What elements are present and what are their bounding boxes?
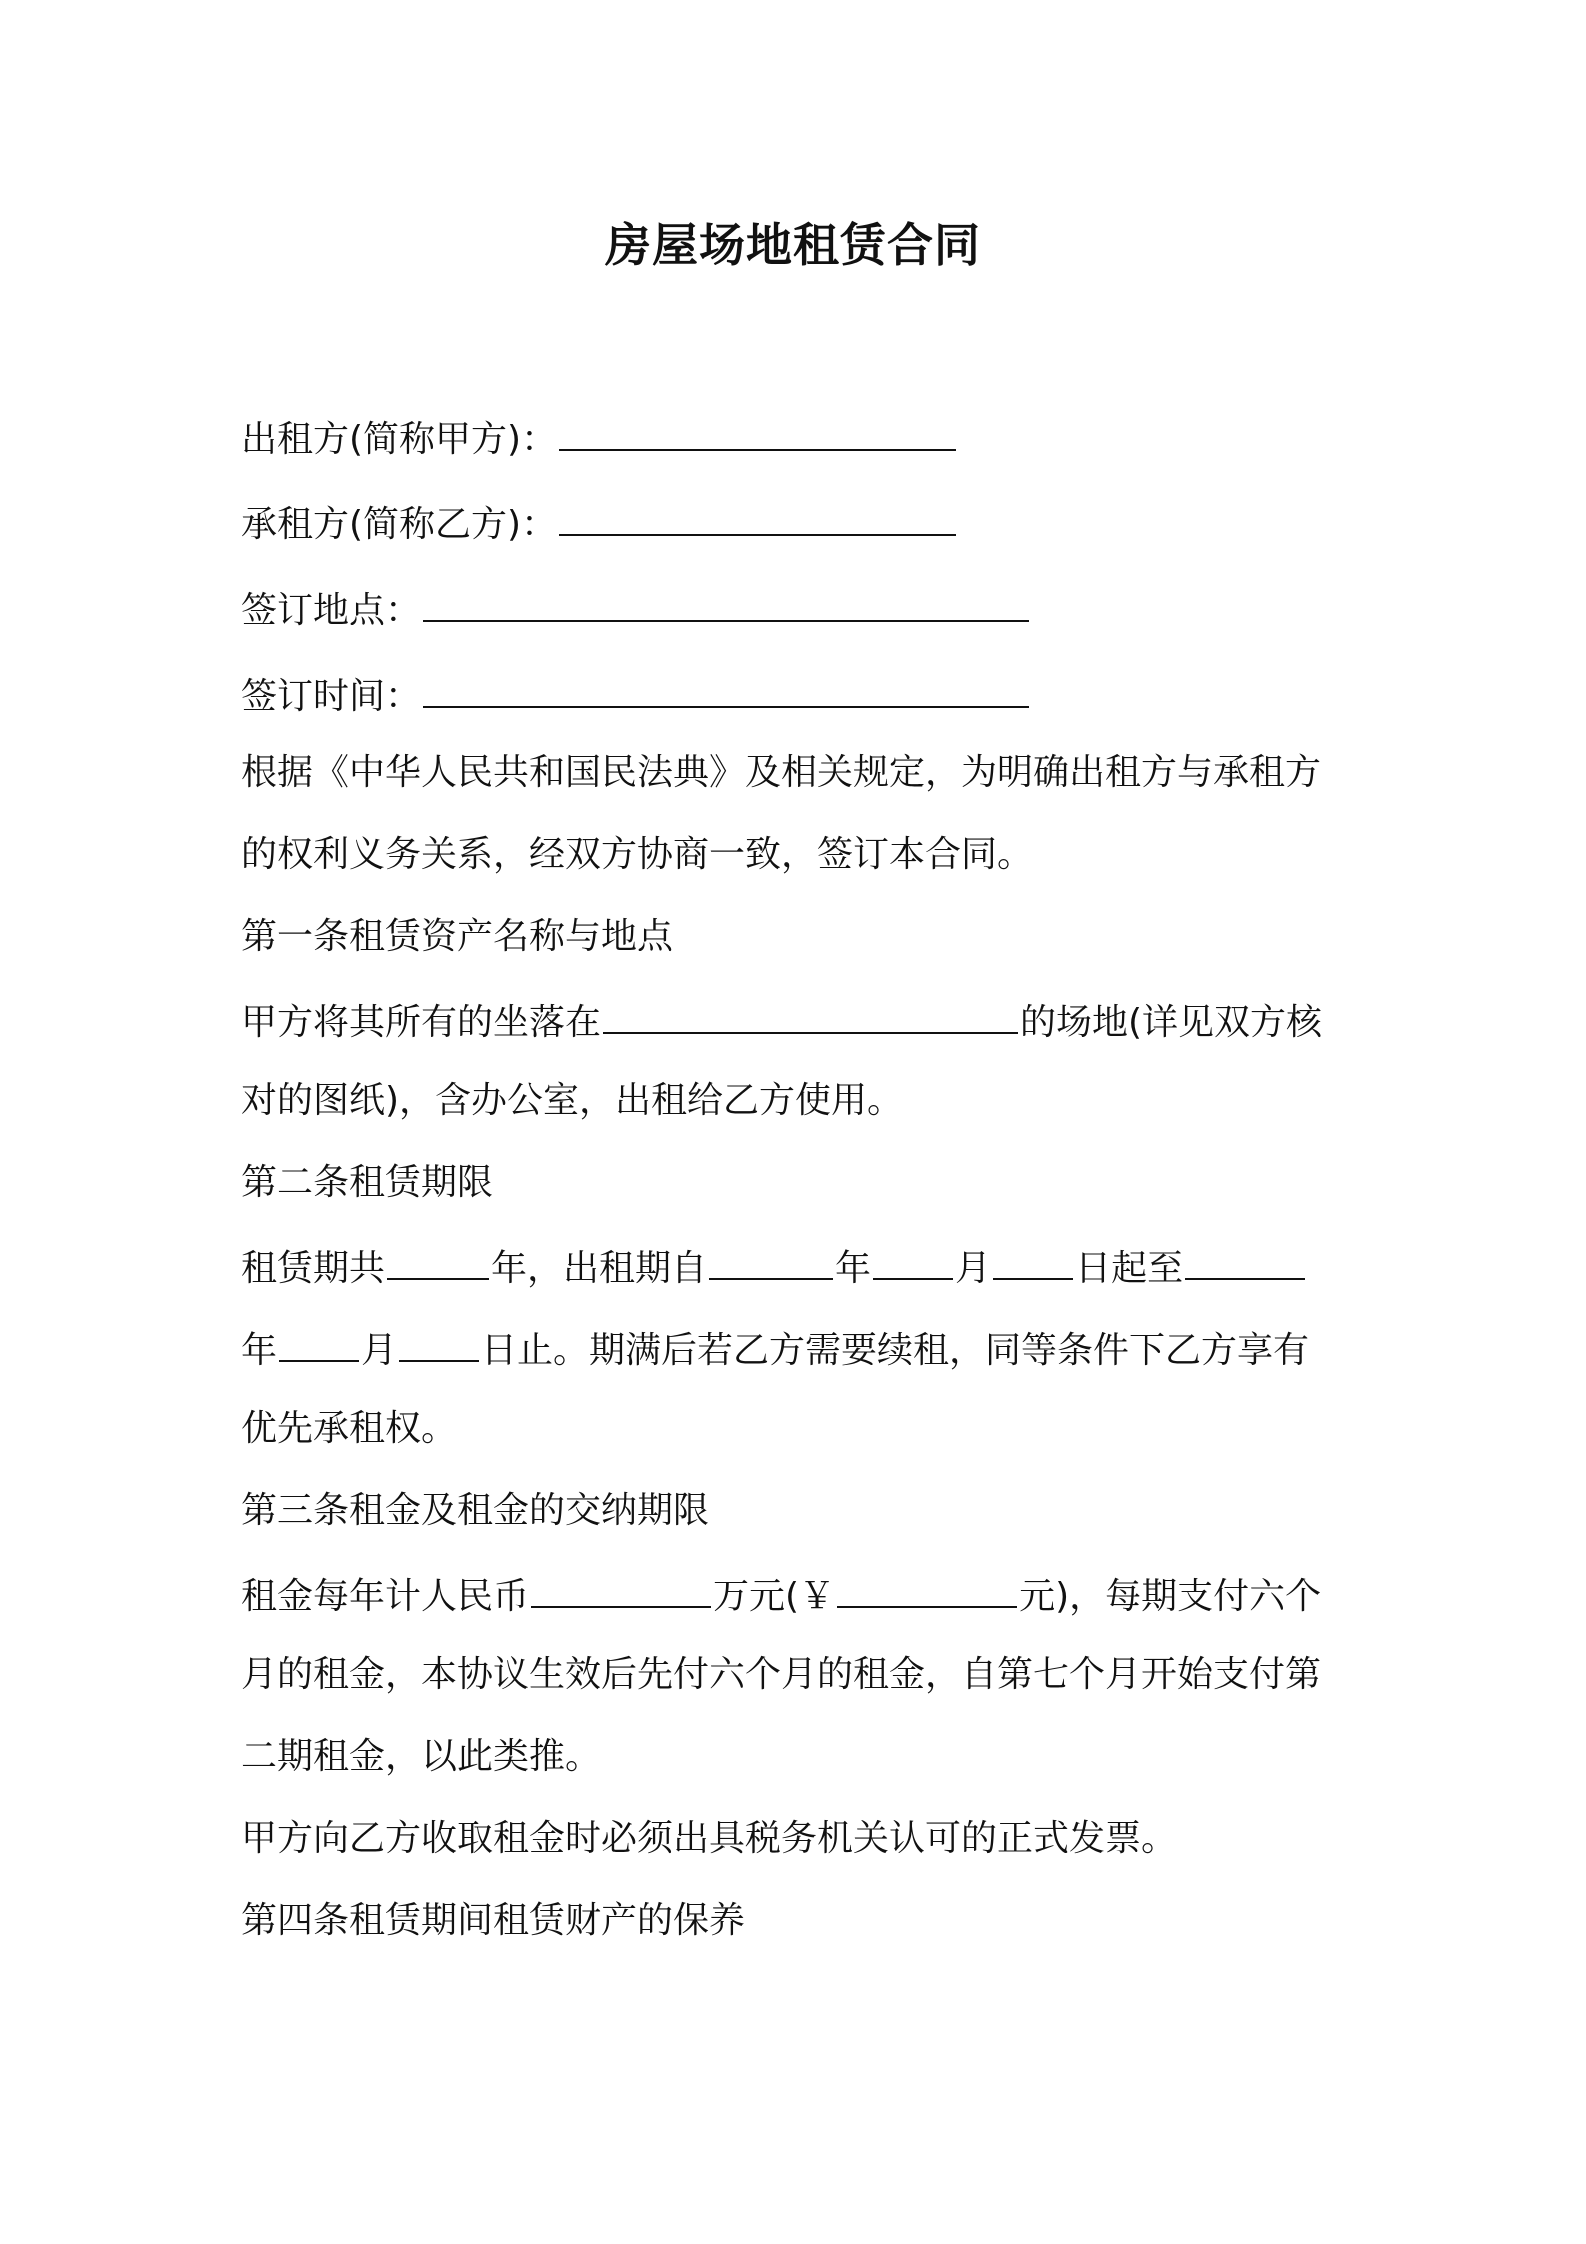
article1-line-2: 对的图纸)，含办公室，出租给乙方使用。: [241, 1080, 904, 1121]
article1-heading: 第一条租赁资产名称与地点: [241, 916, 674, 957]
article2-line-3: 优先承租权。: [241, 1408, 458, 1449]
article2-line-1: [241, 1240, 1361, 1294]
article3-line-3: 二期租金，以此类推。: [241, 1736, 602, 1777]
end-month-blank[interactable]: [279, 1322, 359, 1362]
rent-payment-text: 元)，每期支付六个: [1019, 1576, 1322, 1617]
rent-unit-label: 万元(￥: [713, 1576, 836, 1617]
end-day-text: 日止。期满后若乙方需要续租，同等条件下乙方享有: [481, 1330, 1310, 1371]
lessee-line: [241, 496, 1361, 550]
signing-time-blank[interactable]: [423, 668, 1029, 708]
end-year-blank[interactable]: [1185, 1240, 1305, 1280]
lessor-blank[interactable]: [559, 411, 956, 451]
end-month-unit: 月: [361, 1330, 398, 1371]
article1-line-1: [241, 994, 1361, 1048]
article3-line-1: [241, 1568, 1361, 1622]
document-title: 房屋场地租赁合同: [605, 218, 981, 272]
signing-place-label: 签订地点：: [241, 590, 422, 631]
article3-line-2: 月的租金，本协议生效后先付六个月的租金，自第七个月开始支付第: [241, 1654, 1322, 1695]
start-month-blank[interactable]: [873, 1240, 953, 1280]
article2-line-2: [241, 1322, 1361, 1376]
lessee-blank[interactable]: [559, 496, 956, 536]
signing-time-line: [241, 668, 1361, 722]
signing-place-line: [241, 582, 1361, 636]
article3-line-4: 甲方向乙方收取租金时必须出具税务机关认可的正式发票。: [241, 1818, 1178, 1859]
article1-text-pre: 甲方将其所有的坐落在: [241, 1002, 602, 1043]
end-year-unit: 年: [241, 1330, 278, 1371]
start-month-unit: 月: [955, 1248, 992, 1289]
intro-line-2: 的权利义务关系，经双方协商一致，签订本合同。: [241, 834, 1034, 875]
signing-time-label: 签订时间：: [241, 676, 422, 717]
start-day-blank[interactable]: [993, 1240, 1073, 1280]
intro-line-1: 根据《中华人民共和国民法典》及相关规定，为明确出租方与承租方: [241, 752, 1322, 793]
start-year-unit: 年: [835, 1248, 872, 1289]
term-label: 租赁期共: [241, 1248, 386, 1289]
lessor-line: [241, 411, 1361, 465]
end-day-blank[interactable]: [399, 1322, 479, 1362]
term-years-blank[interactable]: [387, 1240, 489, 1280]
rent-amount-words-blank[interactable]: [531, 1568, 711, 1608]
signing-place-blank[interactable]: [423, 582, 1029, 622]
lessee-label: 承租方(简称乙方)：: [241, 504, 558, 545]
location-blank[interactable]: [603, 994, 1018, 1034]
article3-heading: 第三条租金及租金的交纳期限: [241, 1490, 710, 1531]
article4-heading: 第四条租赁期间租赁财产的保养: [241, 1900, 746, 1941]
start-label: 年，出租期自: [491, 1248, 708, 1289]
rent-label: 租金每年计人民币: [241, 1576, 530, 1617]
article1-text-post: 的场地(详见双方核: [1020, 1002, 1323, 1043]
lessor-label: 出租方(简称甲方)：: [241, 419, 558, 460]
start-year-blank[interactable]: [709, 1240, 833, 1280]
article2-heading: 第二条租赁期限: [241, 1162, 494, 1203]
rent-amount-figures-blank[interactable]: [837, 1568, 1017, 1608]
start-day-unit: 日起至: [1075, 1248, 1184, 1289]
